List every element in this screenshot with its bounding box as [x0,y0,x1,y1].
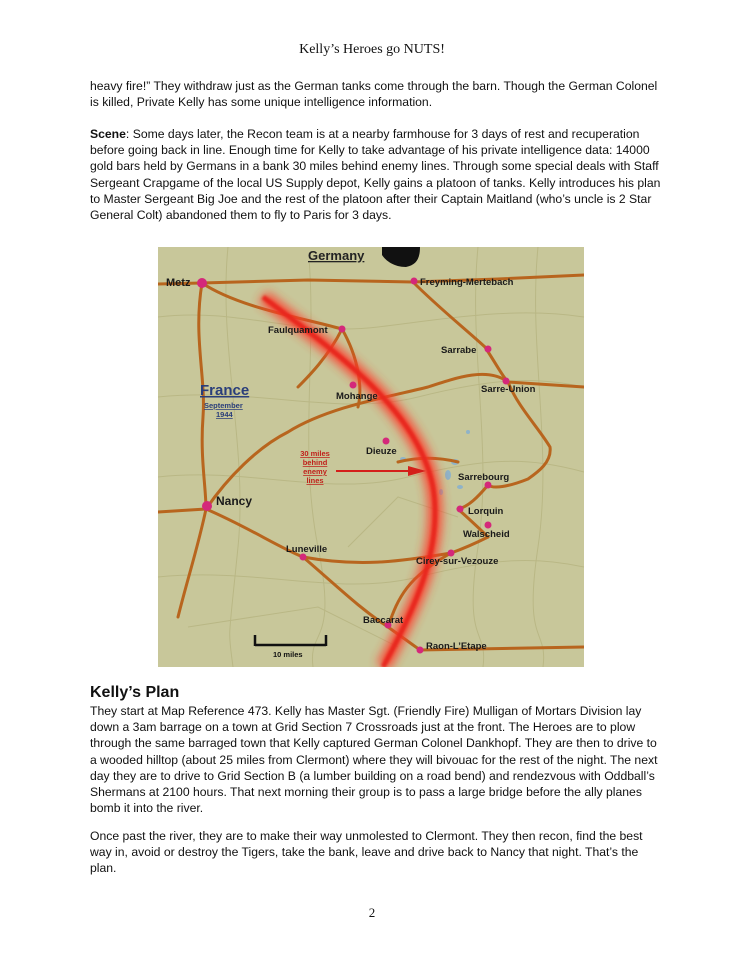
town-label-faulquamont: Faulquamont [268,325,328,336]
town-dot-nancy [202,501,212,511]
town-label-sarrebourg: Sarrebourg [458,472,510,483]
town-label-nancy: Nancy [216,494,253,508]
town-label-walscheid: Walscheid [463,529,510,540]
scene-text: : Some days later, the Recon team is at a nearby farmhouse for 3 days of rest and recuperation before going back in line. Enough time for Kelly to take advantage of his private intelligence data: 14000 gold bars held by Germans in a bank 30 miles behind enemy lines. Through some special deals with Staff Sergeant Crapgame of the local US Supply depot, Kelly gains a platoon of tanks. Kelly introduces his plan to Master Sergeant Big Joe and the rest of the platoon after their Captain Maitland (who’s uncle is 2 Star General Colt) abandoned them to fly to Paris for 3 days. [90,127,661,223]
town-dot-dieuze [383,438,390,445]
town-label-baccarat: Baccarat [363,615,404,626]
map-label-germany: Germany [308,248,365,263]
town-label-raon: Raon-L’Etape [426,641,487,652]
scene-label: Scene [90,127,126,141]
annotation-line-2: behind [302,458,328,467]
town-dot-freyming [411,278,418,285]
page-number: 2 [368,905,376,920]
scale-bar-label: 10 miles [273,650,303,659]
town-label-sarre-union: Sarre-Union [481,384,536,395]
annotation-line-4: lines [306,476,324,485]
town-label-metz: Metz [166,277,191,289]
page-header: Kelly’s Heroes go NUTS! [299,42,445,57]
town-dot-sarrabe [485,346,492,353]
map-label-france: France [200,382,250,399]
paragraph-conclusion: Once past the river, they are to make their way unmolested to Clermont. They then recon, find the best way in, avoid or destroy the Tigers, take the bank, leave and drive back to Nancy that night. That’s the plan. [90,829,643,876]
campaign-map [158,247,584,667]
town-label-freyming: Freyming-Mertebach [420,277,514,288]
map-label-date-year: 1944 [216,410,233,419]
paragraph-plan: They start at Map Reference 473. Kelly has Master Sgt. (Friendly Fire) Mulligan of Mortars Division lay down a 3am barrage on a town at Grid Section 7 Crossroads just at the front. The Heroes are to plow through the same barraged town that Kelly captured German Colonel Dankhopf. They are then to drive to a wooded hilltop (about 25 miles from Clermont) where they will bivouac for the rest of the night. The next day they are to drive to Grid Section B (a lumber building on a road bend) and rendezvous with Oddball’s Shermans at 2100 hours. That next morning their group is to pass a large bridge before the ally planes bomb it into the river. [90,704,658,816]
town-label-mohange: Mohange [336,391,378,402]
town-label-sarrabe: Sarrabe [441,345,477,356]
town-dot-mohange [350,382,357,389]
town-dot-raon [417,647,424,654]
town-dot-lorquin [457,506,464,513]
paragraph-intro: heavy fire!” They withdraw just as the German tanks come through the barn. Though the German Colonel is killed, Private Kelly has some unique intelligence information. [90,79,658,110]
annotation-line-3: enemy [303,467,327,476]
town-dot-metz [197,278,207,288]
town-label-dieuze: Dieuze [366,446,397,457]
annotation-line-1: 30 miles [300,449,330,458]
town-dot-faulquamont [339,326,346,333]
town-label-lorquin: Lorquin [468,506,504,517]
section-heading: Kelly’s Plan [90,684,180,701]
paragraph-scene [90,126,665,223]
town-label-luneville: Luneville [286,544,328,555]
map-background [158,247,584,667]
map-label-date-month: September [204,401,243,410]
town-label-cirey: Cirey-sur-Vezouze [416,556,499,567]
town-dot-walscheid [485,522,492,529]
